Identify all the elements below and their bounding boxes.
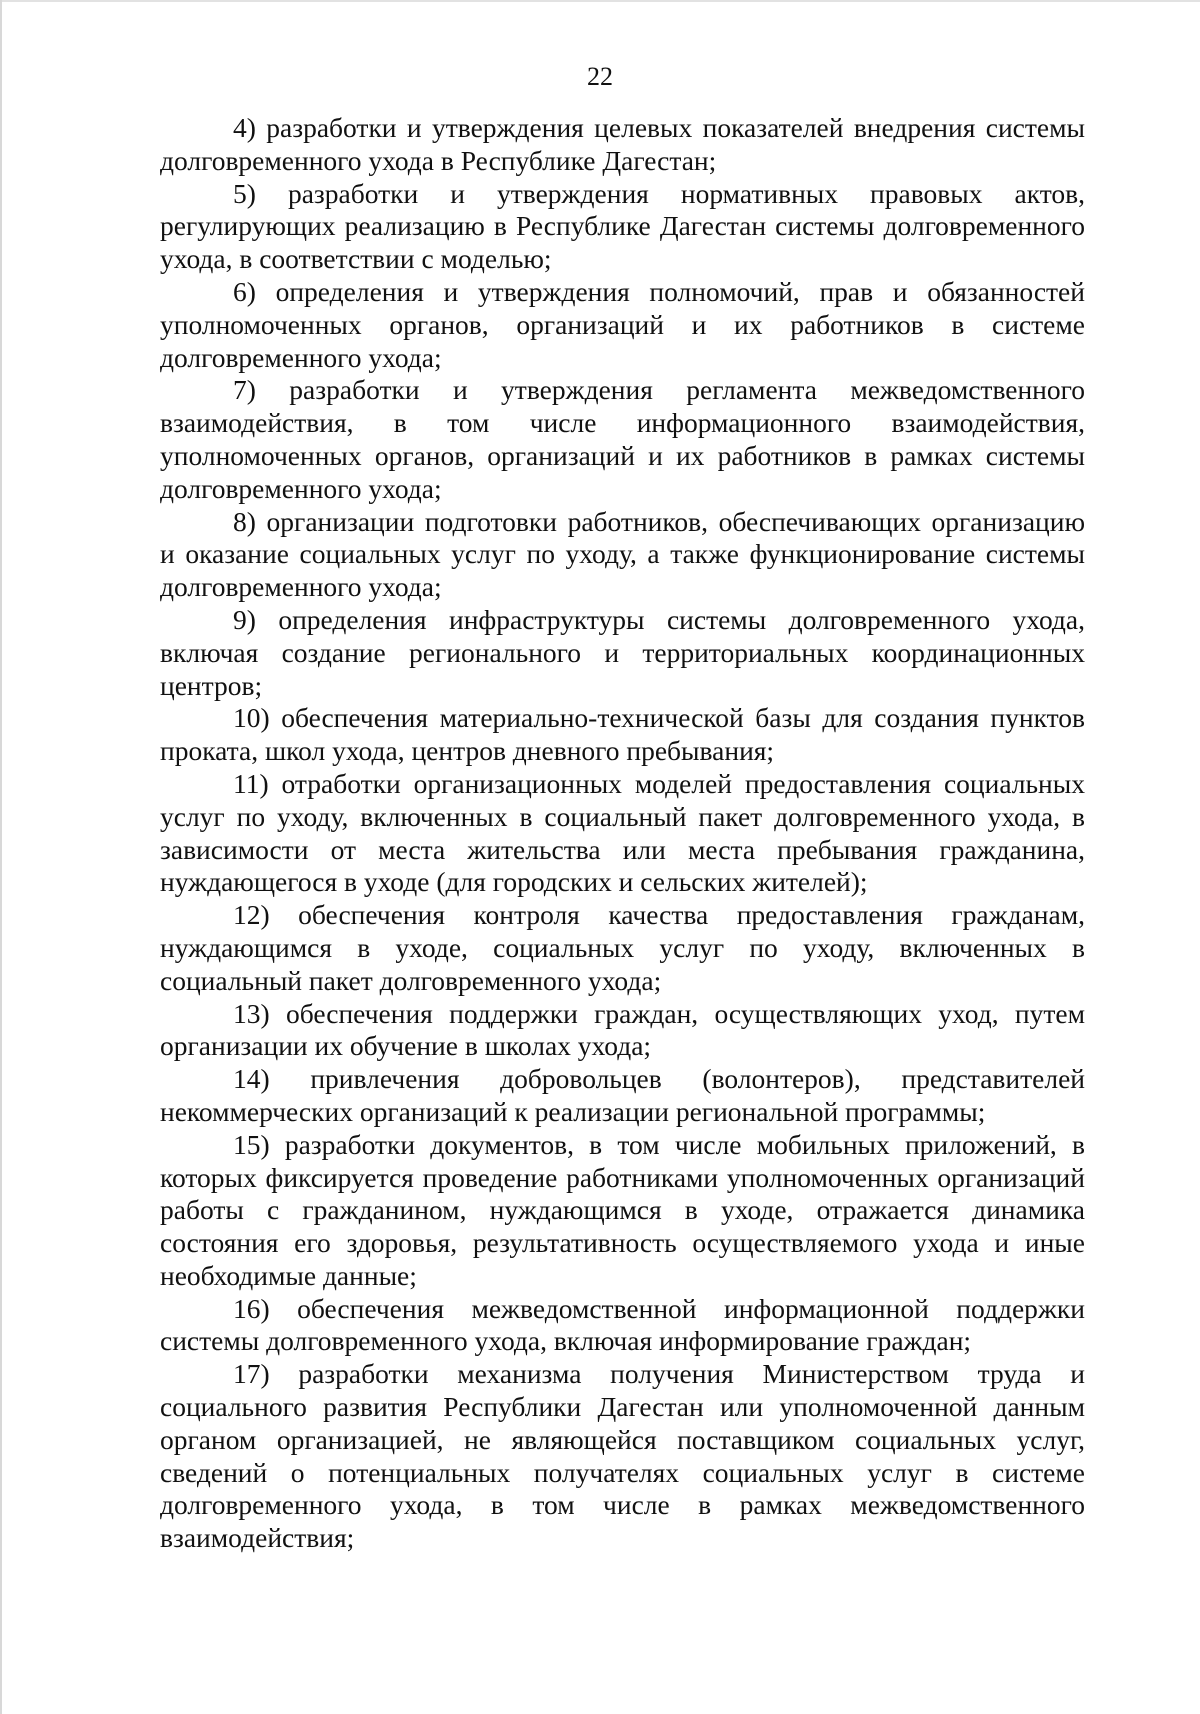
scan-edge-left bbox=[0, 0, 2, 1714]
document-body bbox=[160, 112, 1085, 1555]
page-number: 22 bbox=[587, 62, 613, 91]
list-item-10: 10) обеспечения материально-технической базы для создания пунктов проката, школ ухода, центров дневного пребывания; bbox=[160, 702, 1085, 767]
list-item-11: 11) отработки организационных моделей предоставления социальных услуг по уходу, включенных в социальный пакет долговременного ухода, в зависимости от места жительства или места пребывания гражданина, нуждающегося в уходе (для городских и сельских жителей); bbox=[160, 767, 1085, 898]
list-item-15: 15) разработки документов, в том числе мобильных приложений, в которых фиксируется проведение работниками уполномоченных организаций работы с гражданином, нуждающимся в уходе, отражается динамика состояния его здоровья, результативность осуществляемого ухода и иные необходимые данные; bbox=[160, 1128, 1085, 1291]
list-item-13: 13) обеспечения поддержки граждан, осуществляющих уход, путем организации их обучение в школах ухода; bbox=[160, 997, 1085, 1062]
list-item-8: 8) организации подготовки работников, обеспечивающих организацию и оказание социальных услуг по уходу, а также функционирование системы долговременного ухода; bbox=[160, 505, 1085, 603]
list-item-14: 14) привлечения добровольцев (волонтеров), представителей некоммерческих организаций к реализации региональной программы; bbox=[160, 1063, 1085, 1127]
list-item-4: 4) разработки и утверждения целевых показателей внедрения системы долговременного ухода в Республике Дагестан; bbox=[160, 112, 1085, 176]
list-item-17: 17) разработки механизма получения Министерством труда и социального развития Республики Дагестан или уполномоченной данным органом организацией, не являющейся поставщиком социальных услуг, сведений о потенциальных получателях социальных услуг в системе долговременного ухода, в том числе в рамках межведомственного взаимодействия; bbox=[160, 1358, 1085, 1554]
list-item-12: 12) обеспечения контроля качества предоставления гражданам, нуждающимся в уходе, социальных услуг по уходу, включенных в социальный пакет долговременного ухода; bbox=[160, 899, 1085, 996]
list-item-16: 16) обеспечения межведомственной информационной поддержки системы долговременного ухода, включая информирование граждан; bbox=[160, 1292, 1085, 1357]
list-item-6: 6) определения и утверждения полномочий, прав и обязанностей уполномоченных органов, организаций и их работников в системе долговременного ухода; bbox=[160, 275, 1085, 373]
list-item-9: 9) определения инфраструктуры системы долговременного ухода, включая создание регионального и территориальных координационных центров; bbox=[160, 603, 1085, 701]
scan-edge-top bbox=[0, 0, 1200, 2]
list-item-5: 5) разработки и утверждения нормативных правовых актов, регулирующих реализацию в Республике Дагестан системы долговременного ухода, в соответствии с моделью; bbox=[160, 177, 1085, 275]
list-item-7: 7) разработки и утверждения регламента межведомственного взаимодействия, в том числе информационного взаимодействия, уполномоченных органов, организаций и их работников в рамках системы долговременного ухода; bbox=[160, 374, 1085, 504]
